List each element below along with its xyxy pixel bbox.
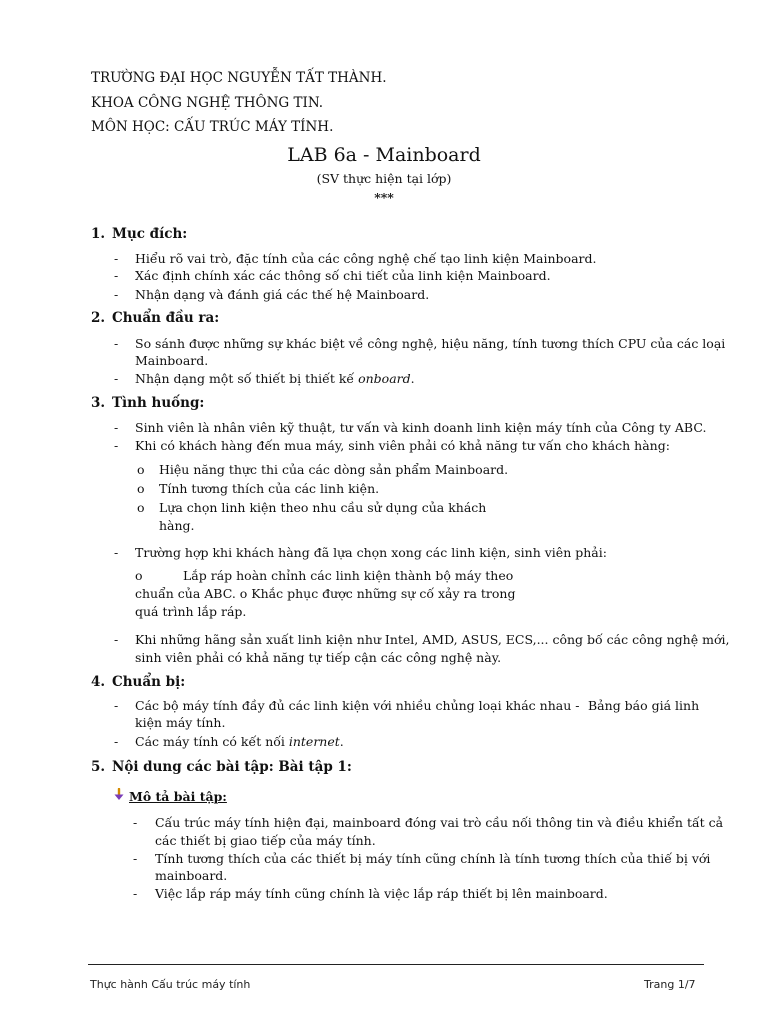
list-dash: - — [114, 698, 119, 713]
list-item-continued: các thiết bị giao tiếp của máy tính. — [155, 833, 376, 848]
arrow-bullet-icon — [112, 788, 126, 802]
text: Nhận dạng một số thiết bị thiết kế — [135, 371, 359, 386]
section-number: 1. — [91, 226, 106, 242]
sub-bullet: o — [137, 462, 145, 477]
section-number: 5. — [91, 759, 106, 775]
section-title: Chuẩn bị: — [112, 674, 186, 690]
title-separator: *** — [374, 190, 394, 205]
sub-bullet: o — [137, 500, 145, 515]
list-item: Nhận dạng và đánh giá các thế hệ Mainboard. — [135, 287, 430, 302]
list-item: So sánh được những sự khác biệt về công nghệ, hiệu năng, tính tương thích CPU của các loại — [135, 336, 726, 351]
header-course: MÔN HỌC: CẤU TRÚC MÁY TÍNH. — [91, 119, 334, 135]
section-title: Nội dung các bài tập: Bài tập 1: — [112, 759, 352, 775]
list-item: Khi có khách hàng đến mua máy, sinh viên phải có khả năng tư vấn cho khách hàng: — [135, 438, 670, 453]
list-dash: - — [114, 734, 119, 749]
sub-bullet: o — [137, 481, 145, 496]
header-faculty: KHOA CÔNG NGHỆ THÔNG TIN. — [91, 95, 324, 111]
sub-bullet: o — [135, 568, 143, 583]
list-dash: - — [133, 886, 138, 901]
list-item — [135, 371, 415, 386]
section-number: 3. — [91, 395, 106, 411]
list-item: Sinh viên là nhân viên kỹ thuật, tư vấn và kinh doanh linh kiện máy tính của Công ty ABC. — [135, 420, 707, 435]
list-item-continued: Mainboard. — [135, 353, 209, 368]
list-item — [135, 734, 344, 749]
list-item-continued: mainboard. — [155, 868, 228, 883]
list-item: Trường hợp khi khách hàng đã lựa chọn xong các linh kiện, sinh viên phải: — [135, 545, 607, 560]
text: . — [339, 734, 344, 749]
sub-list-item-continued: chuẩn của ABC. o Khắc phục được những sự cố xảy ra trong — [135, 586, 516, 601]
sub-list-item: Hiệu năng thực thi của các dòng sản phẩm Mainboard. — [159, 462, 509, 477]
list-item-continued: kiện máy tính. — [135, 715, 226, 730]
list-dash: - — [114, 287, 119, 302]
section-title: Chuẩn đầu ra: — [112, 310, 220, 326]
sub-list-item: Tính tương thích của các linh kiện. — [159, 481, 380, 496]
section-title: Tình huống: — [112, 395, 205, 411]
list-item: Các bộ máy tính đầy đủ các linh kiện với nhiều chủng loại khác nhau - — [135, 698, 580, 713]
list-dash: - — [133, 851, 138, 866]
exercise-description-title: Mô tả bài tập: — [129, 789, 227, 804]
section-4-heading — [91, 674, 185, 690]
sub-list-item-continued: quá trình lắp ráp. — [135, 604, 247, 619]
list-item: Khi những hãng sản xuất linh kiện như Intel, AMD, ASUS, ECS,... công bố các công nghệ mới, — [135, 632, 730, 647]
emphasis-text: onboard — [358, 371, 411, 386]
sub-list-item-continued: hàng. — [159, 518, 195, 533]
section-number: 4. — [91, 674, 106, 690]
list-item-continued: sinh viên phải có khả năng tự tiếp cận các công nghệ này. — [135, 650, 502, 665]
header-university: TRƯỜNG ĐẠI HỌC NGUYỄN TẤT THÀNH. — [91, 70, 387, 86]
text: . — [410, 371, 415, 386]
list-dash: - — [114, 438, 119, 453]
list-dash: - — [114, 371, 119, 386]
list-dash: - — [133, 815, 138, 830]
list-dash: - — [114, 336, 119, 351]
list-dash: - — [114, 251, 119, 266]
section-2-heading — [91, 310, 219, 326]
sub-list-item: Lựa chọn linh kiện theo nhu cầu sử dụng của khách — [159, 500, 487, 515]
list-item-part: Bảng báo giá linh — [588, 698, 700, 713]
section-3-heading — [91, 395, 204, 411]
section-title: Mục đích: — [112, 226, 188, 242]
list-item: Hiểu rõ vai trò, đặc tính của các công nghệ chế tạo linh kiện Mainboard. — [135, 251, 597, 266]
list-item: Việc lắp ráp máy tính cũng chính là việc lắp ráp thiết bị lên mainboard. — [155, 886, 608, 901]
emphasis-text: internet — [288, 734, 340, 749]
section-1-heading — [91, 226, 187, 242]
list-dash: - — [114, 545, 119, 560]
list-item: Xác định chính xác các thông số chi tiết của linh kiện Mainboard. — [135, 268, 551, 283]
text: Các máy tính có kết nối — [135, 734, 289, 749]
list-dash: - — [114, 420, 119, 435]
page-title: LAB 6a - Mainboard — [287, 144, 481, 166]
page-subtitle: (SV thực hiện tại lớp) — [316, 171, 452, 186]
section-number: 2. — [91, 310, 106, 326]
footer-course-name: Thực hành Cấu trúc máy tính — [90, 978, 251, 991]
footer-page-number: Trang 1/7 — [644, 978, 696, 991]
list-item: Cấu trúc máy tính hiện đại, mainboard đóng vai trò cầu nối thông tin và điều khiển tất cả — [155, 815, 724, 830]
list-dash: - — [114, 632, 119, 647]
sub-list-item: Lắp ráp hoàn chỉnh các linh kiện thành bộ máy theo — [183, 568, 514, 583]
list-item: Tính tương thích của các thiết bị máy tính cũng chính là tính tương thích của thiế bị với — [155, 851, 711, 866]
list-dash: - — [114, 268, 119, 283]
footer-divider — [88, 964, 704, 965]
section-5-heading — [91, 759, 352, 775]
